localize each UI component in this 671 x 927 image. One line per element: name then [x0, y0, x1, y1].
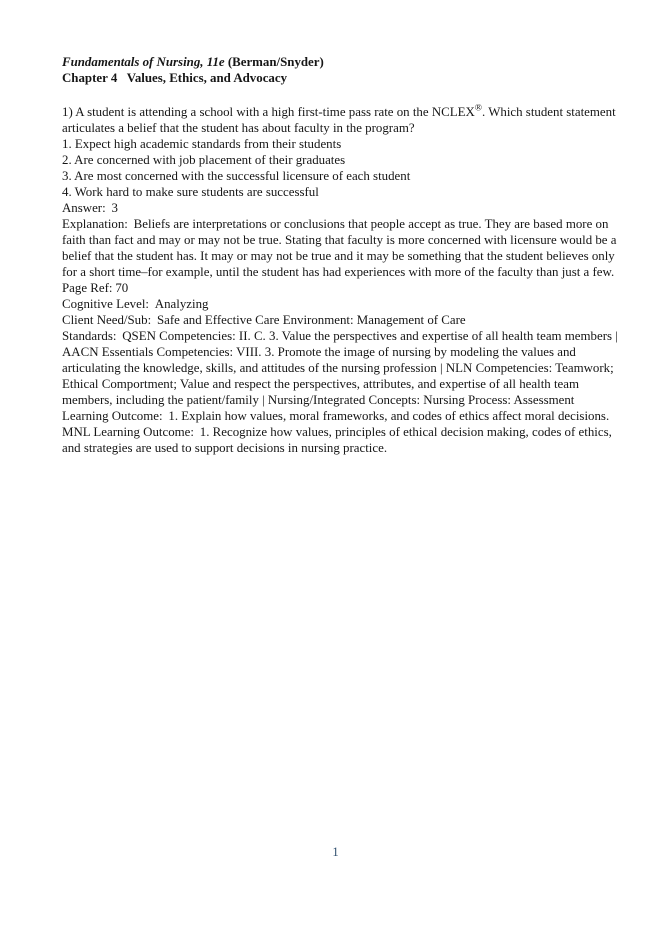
- book-title-line: [62, 54, 622, 70]
- explanation-line: [62, 216, 622, 280]
- book-authors: (Berman/Snyder): [224, 55, 324, 69]
- cognitive-level-value: Analyzing: [154, 297, 209, 311]
- explanation-label: Explanation:: [62, 217, 128, 231]
- cognitive-level-line: [62, 296, 622, 312]
- document-header: [62, 54, 622, 86]
- book-title: Fundamentals of Nursing, 11e: [62, 55, 225, 69]
- standards-value: QSEN Competencies: II. C. 3. Value the perspectives and expertise of all health team members | AACN Essentials Competencies: VIII. 3. Promote the image of nursing by modeling the values and articulating the knowledge, skills, and attitudes of the nursing profession | NLN Competencies: Teamwork; Ethical Comportment; Value and respect the perspectives, attributes, and expertise of all health team members, including the patient/family | Nursing/Integrated Concepts: Nursing Process: Assessment: [62, 329, 621, 407]
- answer-option-3: 3. Are most concerned with the successful licensure of each student: [62, 169, 411, 183]
- question-stem: [62, 104, 622, 136]
- explanation-text: Beliefs are interpretations or conclusions that people accept as true. They are based more on faith than fact and may or may not be true. Stating that faculty is more concerned with licensure would be a belief that the student has. It may or may not be true and it may be something that the student believes only for a short time–for example, until the student has had experiences with more of the faculty than just a few.: [62, 217, 620, 279]
- standards-line: [62, 328, 622, 408]
- learning-outcome-label: Learning Outcome:: [62, 409, 163, 423]
- document-content: [62, 54, 622, 456]
- answer-option-1: 1. Expect high academic standards from their students: [62, 137, 342, 151]
- answer-value: 3: [111, 201, 118, 215]
- question-stem-text-after: . Which student statement articulates a belief that the student has about faculty in the program?: [62, 105, 619, 135]
- mnl-learning-outcome-label: MNL Learning Outcome:: [62, 425, 194, 439]
- client-need-label: Client Need/Sub:: [62, 313, 152, 327]
- mnl-learning-outcome-value: 1. Recognize how values, principles of ethical decision making, codes of ethics, and strategies are used to support decisions in nursing practice.: [62, 425, 616, 455]
- answer-option-2: 2. Are concerned with job placement of their graduates: [62, 153, 346, 167]
- question-block: [62, 104, 622, 456]
- client-need-line: [62, 312, 622, 328]
- answer-option-4: 4. Work hard to make sure students are successful: [62, 185, 319, 199]
- learning-outcome-value: 1. Explain how values, moral frameworks, and codes of ethics affect moral decisions.: [168, 409, 610, 423]
- answer-label: Answer:: [62, 201, 106, 215]
- page-number: 1: [332, 845, 339, 859]
- learning-outcome-line: [62, 408, 622, 424]
- page-ref-label: Page Ref:: [62, 281, 113, 295]
- page-ref-line: [62, 280, 622, 296]
- cognitive-level-label: Cognitive Level:: [62, 297, 149, 311]
- registered-trademark-symbol: ®: [474, 103, 483, 114]
- client-need-value: Safe and Effective Care Environment: Management of Care: [156, 313, 466, 327]
- chapter-heading: Chapter 4 Values, Ethics, and Advocacy: [62, 71, 288, 85]
- answer-line: [62, 200, 622, 216]
- page-ref-value: 70: [115, 281, 129, 295]
- mnl-learning-outcome-line: [62, 424, 622, 456]
- question-stem-text: 1) A student is attending a school with a high first-time pass rate on the NCLEX: [62, 105, 475, 119]
- standards-label: Standards:: [62, 329, 117, 343]
